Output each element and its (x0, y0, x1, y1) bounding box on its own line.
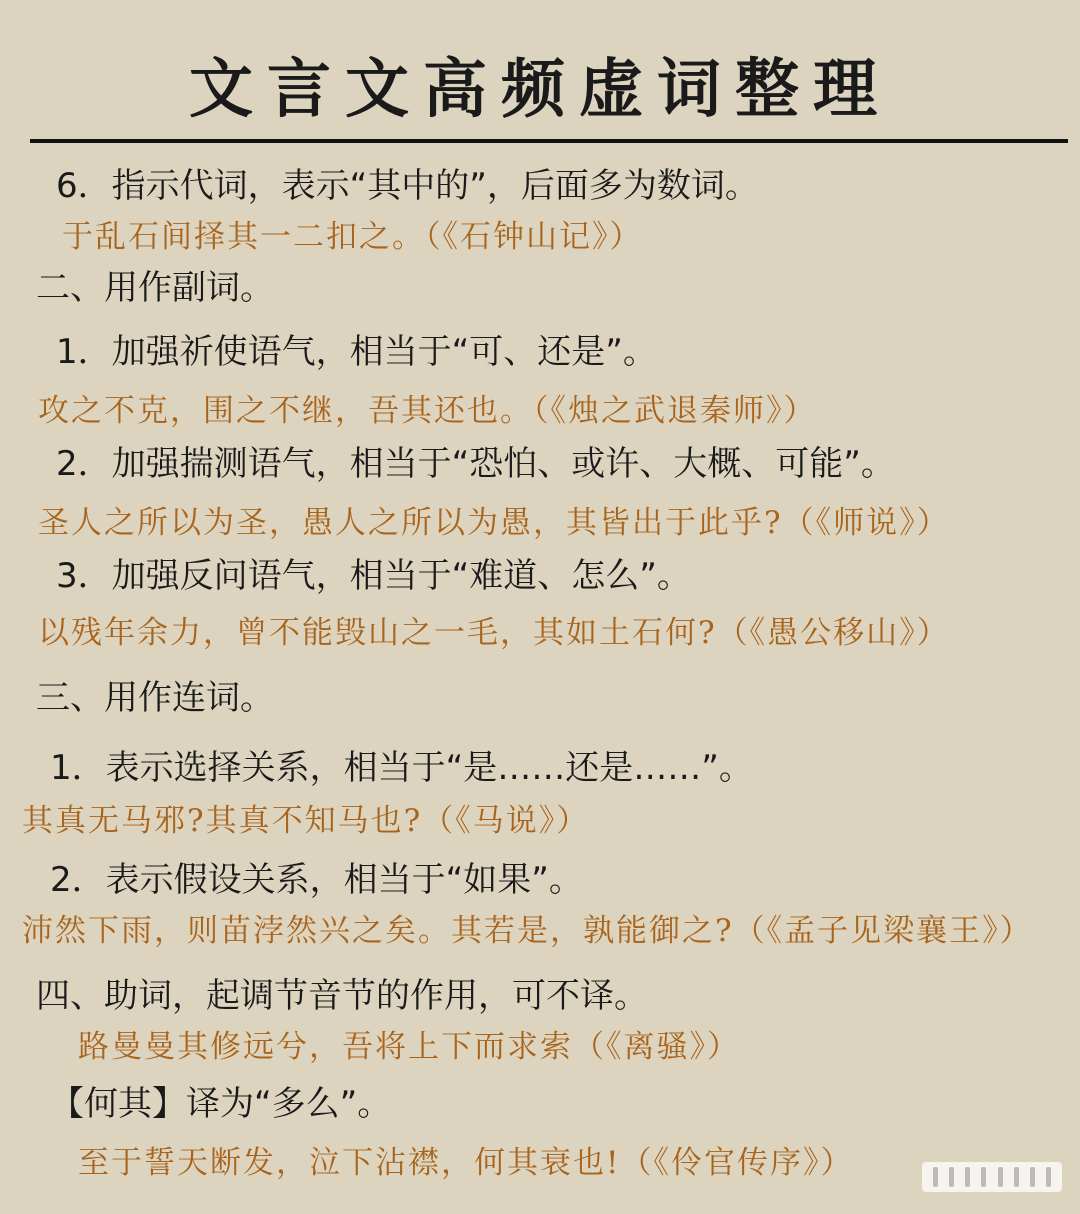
example-line: 其真无马邪?其真不知马也?（《马说》） (22, 803, 590, 839)
point-line: 2．表示假设关系，相当于“如果”。 (50, 860, 583, 900)
point-line: 1．表示选择关系，相当于“是……还是……”。 (50, 748, 753, 788)
example-line: 圣人之所以为圣，愚人之所以为愚，其皆出于此乎?（《师说》） (38, 505, 950, 541)
section-heading: 四、助词，起调节音节的作用，可不译。 (36, 976, 648, 1016)
point-line: 2．加强揣测语气，相当于“恐怕、或许、大概、可能”。 (56, 444, 895, 484)
section-heading: 三、用作连词。 (36, 678, 274, 718)
example-line: 于乱石间择其一二扣之。（《石钟山记》） (62, 219, 643, 255)
example-line: 攻之不克，围之不继，吾其还也。（《烛之武退秦师》） (38, 393, 817, 429)
page-title: 文言文高频虚词整理 (189, 52, 891, 127)
point-line: 3．加强反问语气，相当于“难道、怎么”。 (56, 556, 691, 596)
example-line: 至于誓天断发，泣下沾襟，何其衰也!（《伶官传序》） (78, 1145, 854, 1181)
example-line: 以残年余力，曾不能毁山之一毛，其如土石何?（《愚公移山》） (38, 615, 950, 651)
example-line: 路曼曼其修远兮，吾将上下而求索（《离骚》） (78, 1029, 740, 1065)
section-heading: 二、用作副词。 (36, 268, 274, 308)
example-line: 沛然下雨，则苗浡然兴之矣。其若是，孰能御之?（《孟子见梁襄王》） (22, 913, 1033, 949)
point-line: 6．指示代词，表示“其中的”，后面多为数词。 (56, 166, 759, 206)
title-divider (30, 139, 1068, 143)
point-line: 【何其】译为“多么”。 (50, 1084, 392, 1124)
point-line: 1．加强祈使语气，相当于“可、还是”。 (56, 332, 657, 372)
watermark-badge (922, 1162, 1062, 1192)
